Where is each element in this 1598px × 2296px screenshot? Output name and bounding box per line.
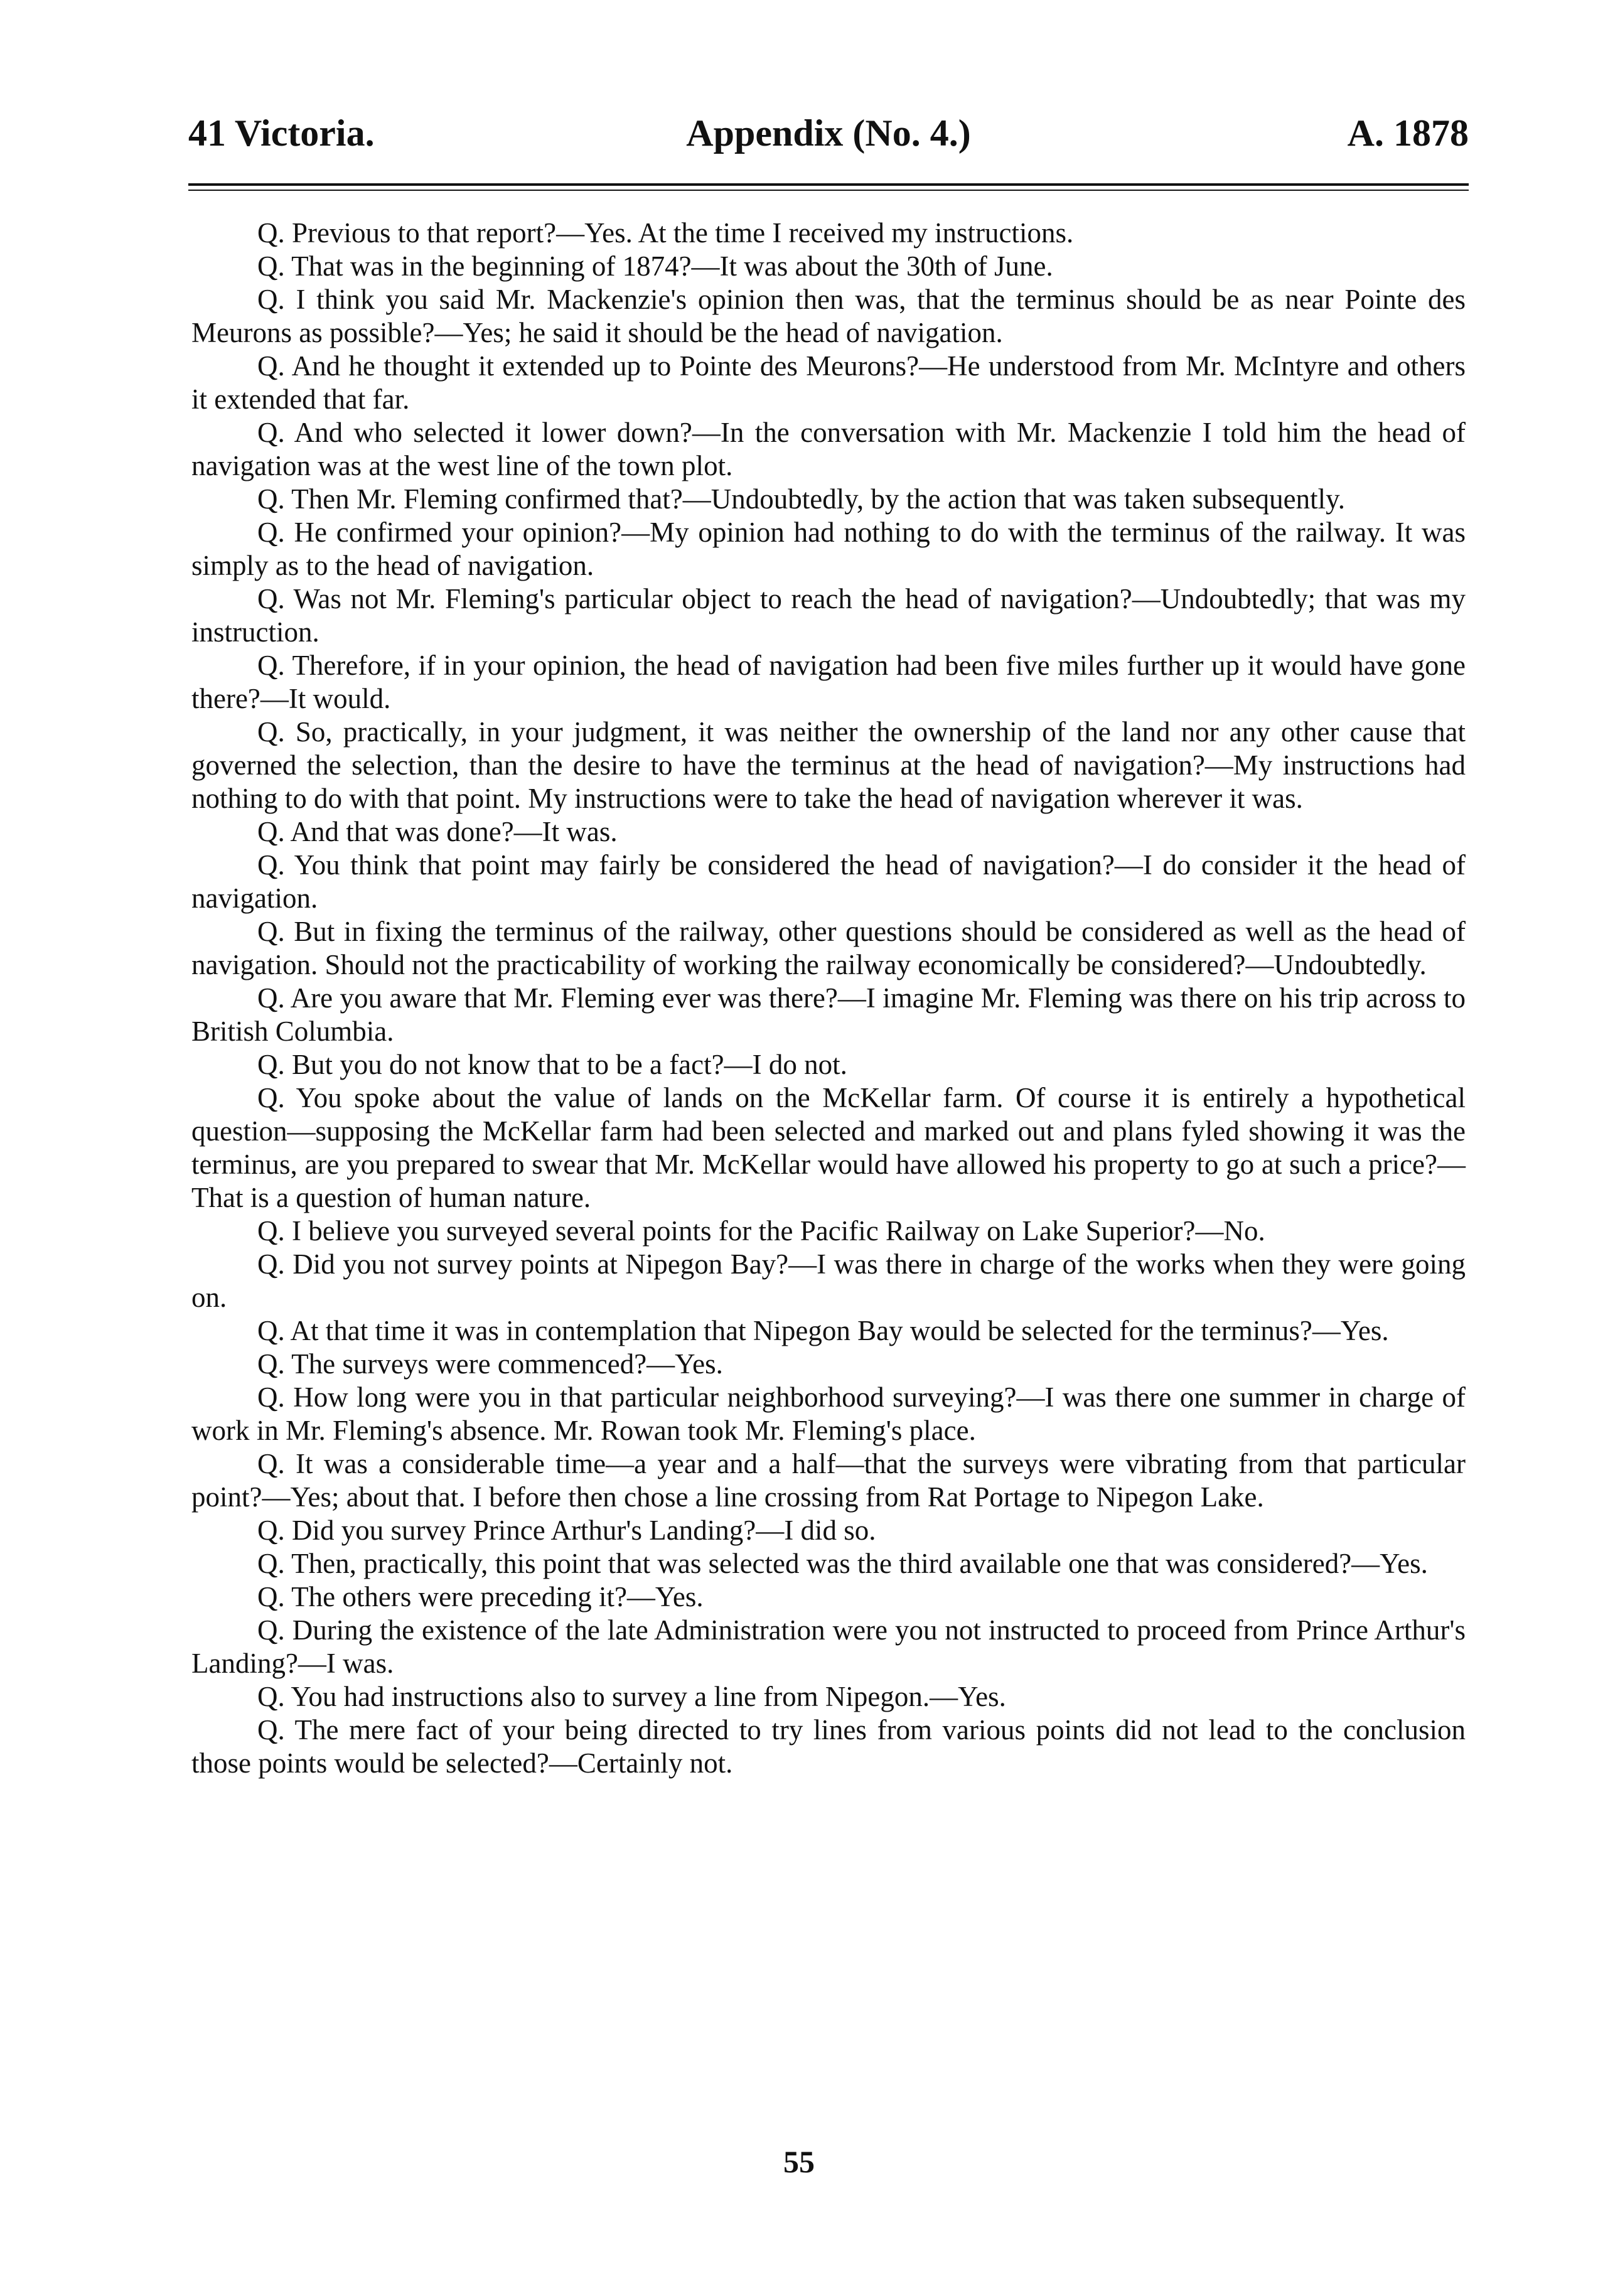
qa-paragraph: Q. Previous to that report?—Yes. At the time I received my instructions. xyxy=(257,217,1074,249)
qa-paragraph: Q. Then Mr. Fleming confirmed that?—Undoubtedly, by the action that was taken subsequently. xyxy=(257,483,1345,515)
qa-paragraph: Q. And he thought it extended up to Pointe des Meurons?—He understood from Mr. McIntyre and others it extended that far. xyxy=(191,350,1466,415)
testimony-body xyxy=(191,217,1466,1780)
qa-paragraph: Q. You think that point may fairly be considered the head of navigation?—I do consider it the head of navigation. xyxy=(191,849,1466,914)
qa-paragraph: Q. Did you not survey points at Nipegon Bay?—I was there in charge of the works when they were going on. xyxy=(191,1248,1466,1313)
qa-paragraph: Q. So, practically, in your judgment, it was neither the ownership of the land nor any other cause that governed the selection, than the desire to have the terminus at the head of navigation?—My instructions had nothing to do with that point. My instructions were to take the head of navigation wherever it was. xyxy=(191,716,1466,814)
running-header xyxy=(188,112,1469,168)
qa-paragraph: Q. But in fixing the terminus of the railway, other questions should be considered as well as the head of navigation. Should not the practicability of working the railway economically be considered?—Undoubtedly. xyxy=(191,916,1466,980)
qa-paragraph: Q. He confirmed your opinion?—My opinion had nothing to do with the terminus of the railway. It was simply as to the head of navigation. xyxy=(191,517,1466,581)
qa-paragraph: Q. Was not Mr. Fleming's particular object to reach the head of navigation?—Undoubtedly; that was my instruction. xyxy=(191,583,1466,648)
page-number: 55 xyxy=(783,2144,815,2179)
qa-paragraph: Q. You had instructions also to survey a line from Nipegon.—Yes. xyxy=(257,1681,1006,1712)
qa-paragraph: Q. I believe you surveyed several points for the Pacific Railway on Lake Superior?—No. xyxy=(257,1215,1265,1247)
qa-paragraph: Q. I think you said Mr. Mackenzie's opinion then was, that the terminus should be as near Pointe des Meurons as possible?—Yes; he said it should be the head of navigation. xyxy=(191,284,1466,348)
qa-paragraph: Q. Did you survey Prince Arthur's Landing?—I did so. xyxy=(257,1515,876,1546)
header-session: 41 Victoria. xyxy=(188,112,375,154)
qa-paragraph: Q. And that was done?—It was. xyxy=(257,816,618,847)
qa-paragraph: Q. Then, practically, this point that was selected was the third available one that was considered?—Yes. xyxy=(257,1548,1428,1579)
header-appendix: Appendix (No. 4.) xyxy=(686,112,971,154)
qa-paragraph: Q. The surveys were commenced?—Yes. xyxy=(257,1348,723,1380)
qa-paragraph: Q. During the existence of the late Administration were you not instructed to proceed from Prince Arthur's Landing?—I was. xyxy=(191,1614,1466,1679)
qa-paragraph: Q. How long were you in that particular neighborhood surveying?—I was there one summer in charge of work in Mr. Fleming's absence. Mr. Rowan took Mr. Fleming's place. xyxy=(191,1381,1466,1446)
qa-paragraph: Q. And who selected it lower down?—In the conversation with Mr. Mackenzie I told him the head of navigation was at the west line of the town plot. xyxy=(191,417,1466,481)
qa-paragraph: Q. But you do not know that to be a fact?—I do not. xyxy=(257,1049,847,1080)
qa-paragraph: Q. The mere fact of your being directed to try lines from various points did not lead to the conclusion those points would be selected?—Certainly not. xyxy=(191,1714,1466,1779)
qa-paragraph: Q. Are you aware that Mr. Fleming ever was there?—I imagine Mr. Fleming was there on his trip across to British Columbia. xyxy=(191,982,1466,1047)
qa-paragraph: Q. The others were preceding it?—Yes. xyxy=(257,1581,704,1612)
qa-paragraph: Q. Therefore, if in your opinion, the head of navigation had been five miles further up it would have gone there?—It would. xyxy=(191,650,1466,714)
qa-paragraph: Q. You spoke about the value of lands on the McKellar farm. Of course it is entirely a hypothetical question—supposing the McKellar farm had been selected and marked out and plans fyled showing it was the terminus, are you prepared to swear that Mr. McKellar would have allowed his property to go at such a price?—That is a question of human nature. xyxy=(191,1082,1466,1213)
header-rule-thin xyxy=(188,190,1469,191)
qa-paragraph: Q. That was in the beginning of 1874?—It was about the 30th of June. xyxy=(257,250,1053,282)
header-year: A. 1878 xyxy=(1347,112,1469,154)
qa-paragraph: Q. It was a considerable time—a year and a half—that the surveys were vibrating from that particular point?—Yes; about that. I before then chose a line crossing from Rat Portage to Nipegon Lake. xyxy=(191,1448,1466,1513)
qa-paragraph: Q. At that time it was in contemplation that Nipegon Bay would be selected for the terminus?—Yes. xyxy=(257,1315,1389,1346)
header-rule-thick xyxy=(188,183,1469,186)
